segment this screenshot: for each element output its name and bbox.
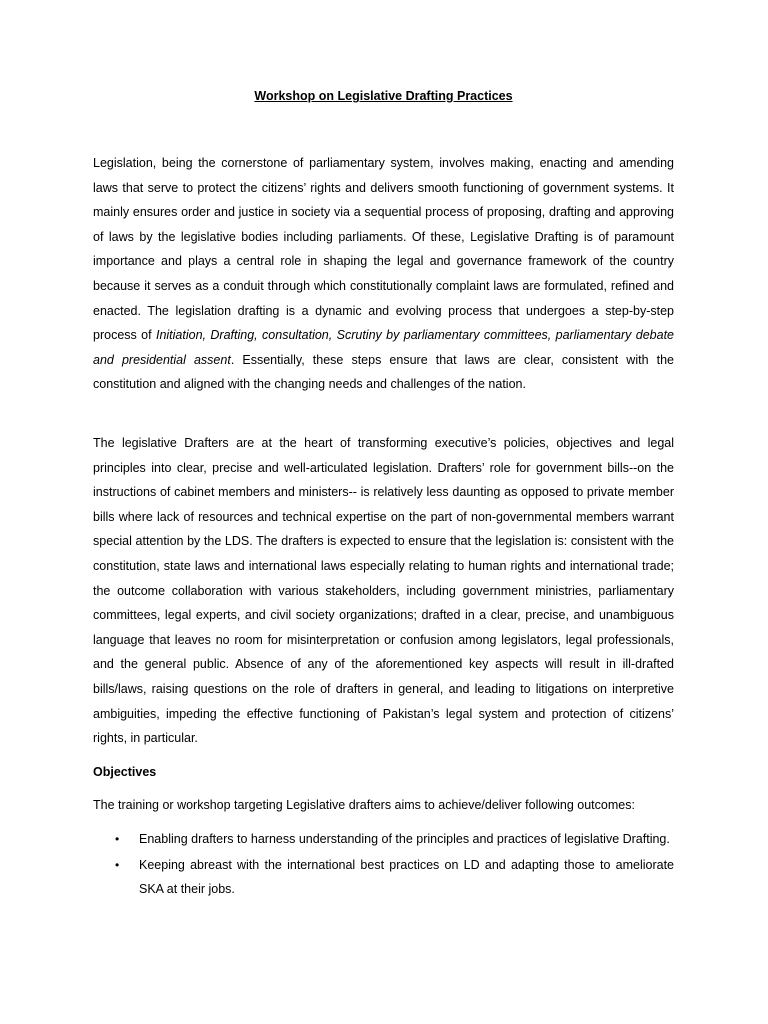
drafting-steps-italic: Initiation, Drafting, consultation, Scrutiny by parliamentary committees, parliamentary debate and presidential assent	[93, 328, 674, 367]
objectives-heading: Objectives	[93, 765, 157, 779]
bullet-icon: •	[115, 857, 120, 872]
list-item	[93, 853, 674, 902]
list-item-text: Keeping abreast with the international best practices on LD and adapting those to ameliorate SKA at their jobs.	[139, 857, 674, 897]
paragraph-legislation-text: Legislation, being the cornerstone of parliamentary system, involves making, enacting and amending laws that serve to protect the citizens’ rights and delivers smooth functioning of government systems. It mainly ensures order and justice in society via a sequential process of proposing, drafting and approving of laws by the legislative bodies including parliaments. Of these, Legislative Drafting is of paramount importance and plays a central role in shaping the legal and governance framework of the country because it serves as a conduit through which constitutionally complaint laws are formulated, refined and enacted. The legislation drafting is a dynamic and evolving process that undergoes a step-by-step process of	[93, 156, 674, 343]
paragraph-drafters: The legislative Drafters are at the heart of transforming executive’s policies, objectives and legal principles into clear, precise and well-articulated legislation. Drafters’ role for government bills--on the instructions of cabinet members and ministers-- is relatively less daunting as opposed to private member bills where lack of resources and technical expertise on the part of non-governmental members warrant special attention by the LDS. The drafters is expected to ensure that the legislation is: consistent with the constitution, state laws and international laws especially relating to human rights and international trade; the outcome collaboration with various stakeholders, including government ministries, parliamentary committees, legal experts, and civil society organizations; drafted in a clear, precise, and unambiguous language that leaves no room for misinterpretation or confusion among legislators, legal professionals, and the general public. Absence of any of the aforementioned key aspects will result in ill-drafted bills/laws, raising questions on the role of drafters in general, and leading to litigations on interpretive ambiguities, impeding the effective functioning of Pakistan’s legal system and protection of citizens’ rights, in particular.	[93, 436, 674, 746]
paragraph-legislation	[93, 151, 674, 397]
bullet-icon: •	[115, 832, 120, 846]
objectives-intro: The training or workshop targeting Legislative drafters aims to achieve/deliver following outcomes:	[93, 798, 635, 812]
paragraph-legislation-text-end: . Essentially, these steps ensure that laws are clear, consistent with the constitution and aligned with the changing needs and challenges of the nation.	[93, 352, 675, 392]
document-title: Workshop on Legislative Drafting Practices	[254, 89, 513, 103]
objectives-list	[93, 827, 674, 903]
list-item-text: Enabling drafters to harness understanding of the principles and practices of legislative Drafting.	[139, 832, 670, 846]
list-item	[93, 827, 674, 852]
